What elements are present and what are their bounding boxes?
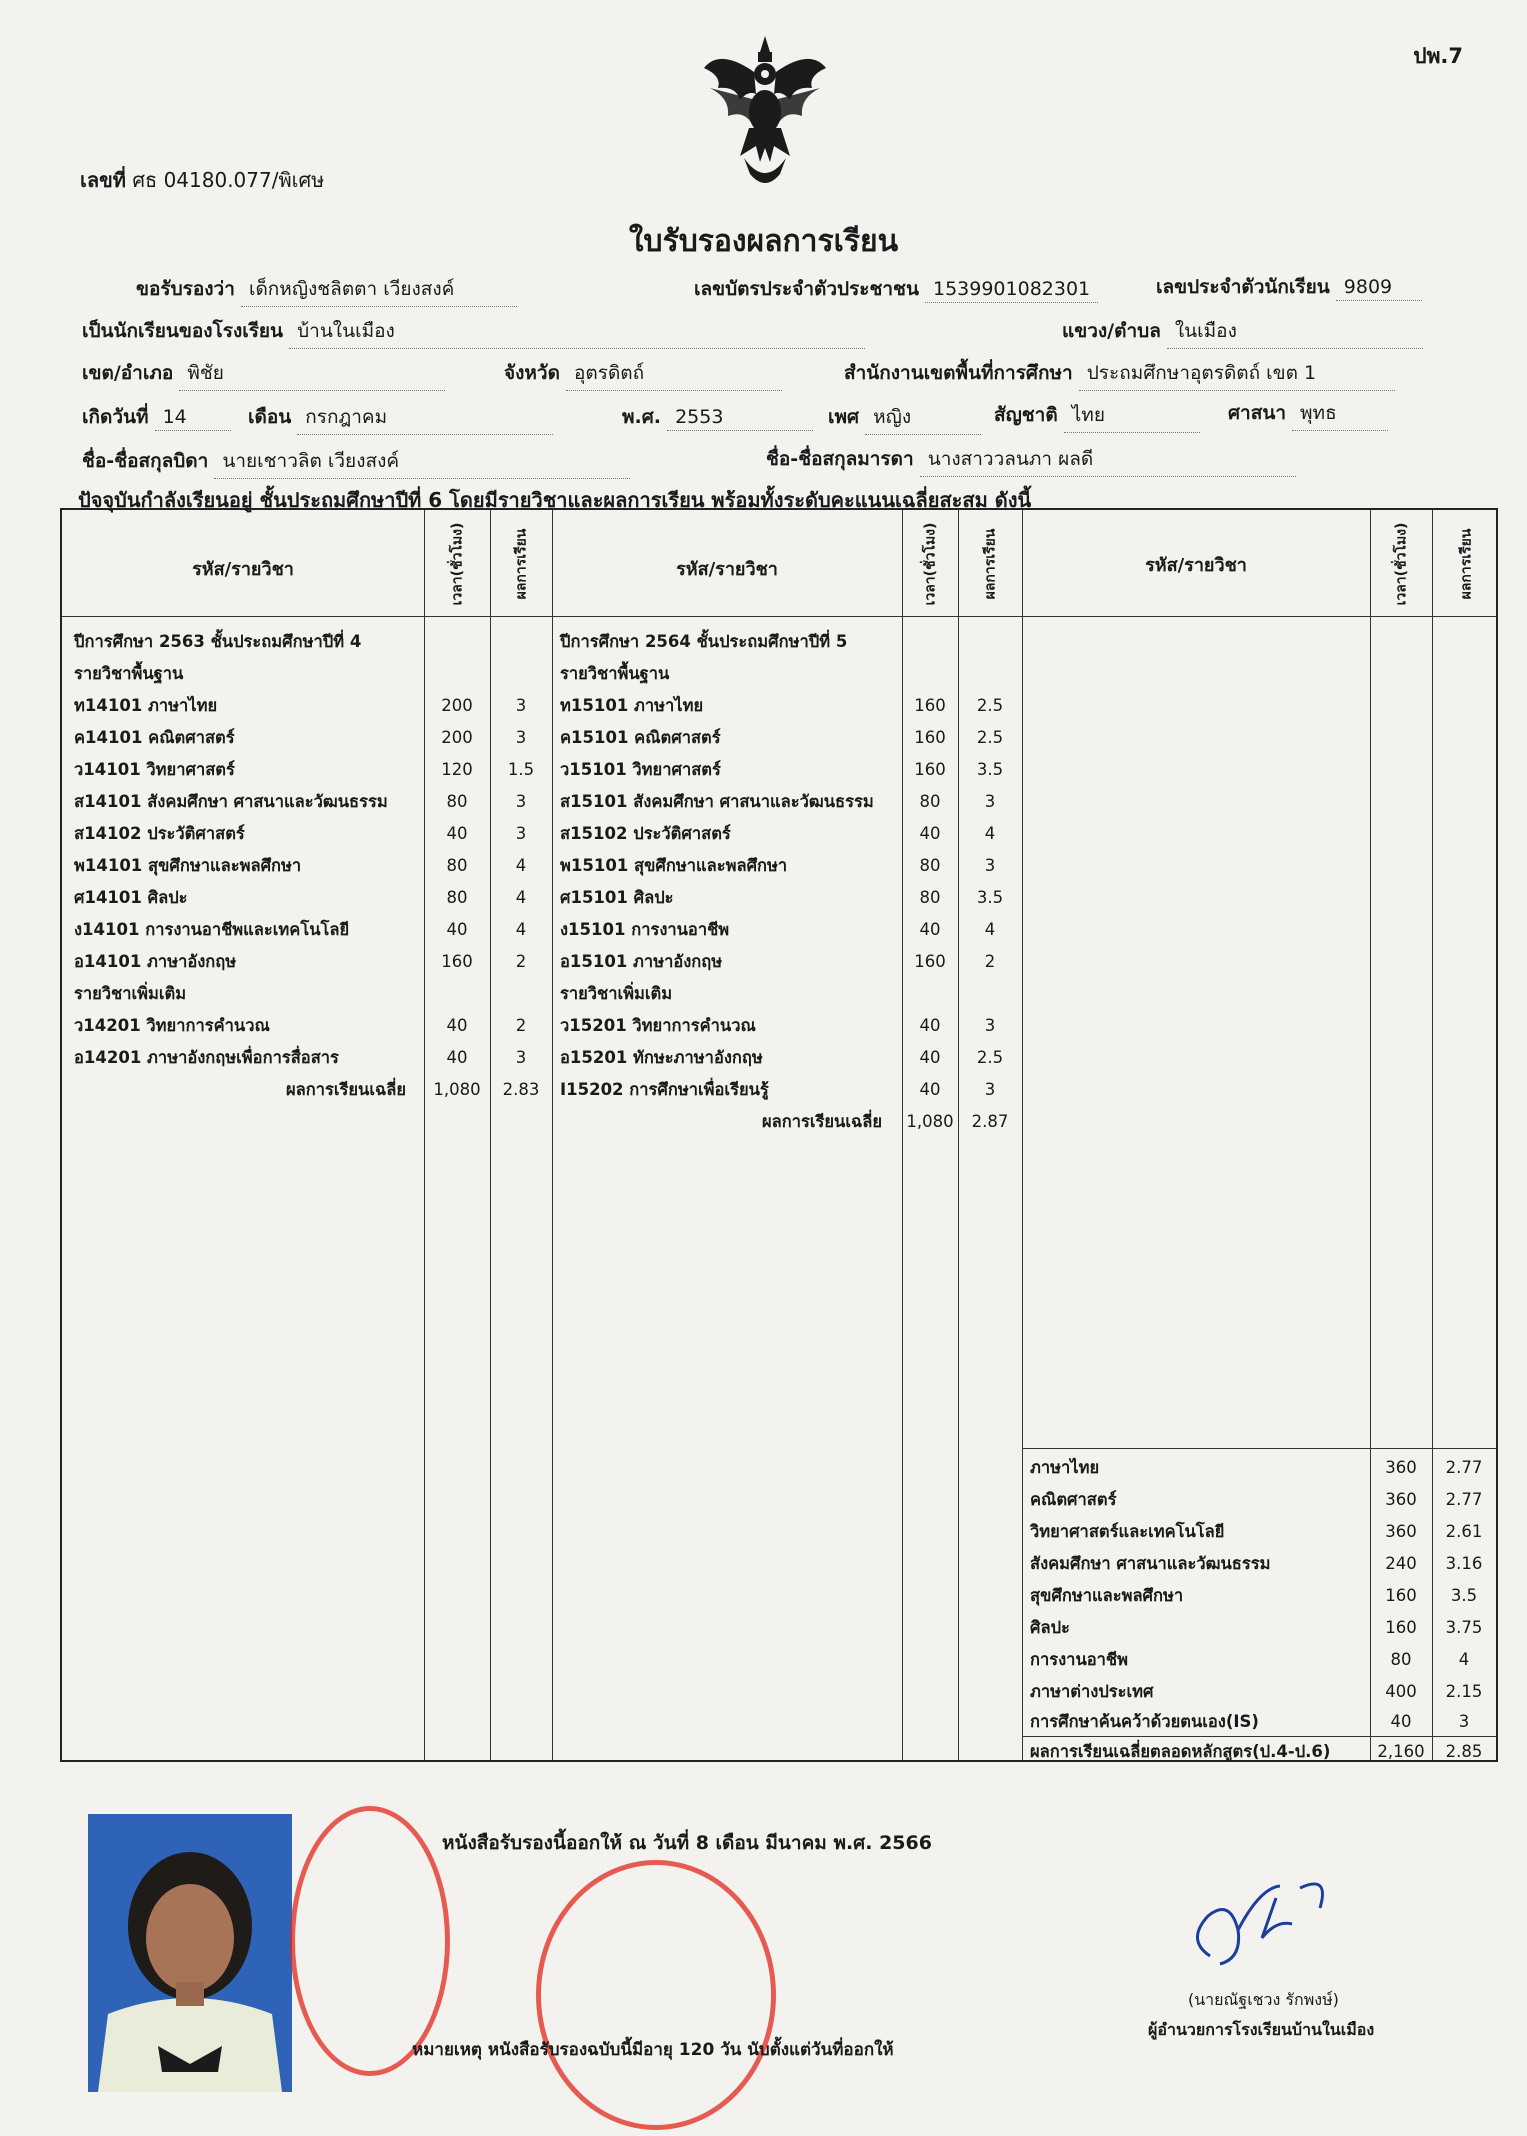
document-number (80, 164, 324, 196)
validity-note: หมายเหตุ หนังสือรับรองฉบับนี้มีอายุ 120 วัน นับตั้งแต่วันที่ออกให้ (412, 2040, 894, 2060)
overall-average-grade: 2.85 (1445, 1742, 1483, 1761)
hours-cell: 360 (1385, 1458, 1417, 1477)
mother-label: ชื่อ-ชื่อสกุลมารดา (766, 448, 914, 470)
table-row: ค15101 คณิตศาสตร์ (560, 728, 721, 747)
grade-cell: 3 (984, 1080, 996, 1099)
id-card-field (694, 274, 1098, 304)
year2-extra-label: รายวิชาเพิ่มเติม (560, 984, 673, 1003)
issue-date: หนังสือรับรองนี้ออกให้ ณ วันที่ 8 เดือน มีนาคม พ.ศ. 2566 (442, 1832, 932, 1854)
grade-cell: 1.5 (507, 760, 535, 779)
grade-cell: 2.77 (1445, 1490, 1483, 1509)
birth-month-field (248, 402, 553, 435)
header-hours-1: เวลา(ชั่วโมง) (449, 522, 465, 606)
area-office-label: สำนักงานเขตพื้นที่การศึกษา (844, 362, 1073, 384)
sex-label: เพศ (828, 406, 860, 428)
overall-average-hours: 2,160 (1377, 1742, 1425, 1761)
year2-basic-label: รายวิชาพื้นฐาน (560, 664, 670, 683)
transcript-table (60, 508, 1498, 1762)
table-row: ท15101 ภาษาไทย (560, 696, 704, 715)
table-row: พ14101 สุขศึกษาและพลศึกษา (74, 856, 302, 875)
header-subject-3: รหัส/รายวิชา (1145, 555, 1247, 576)
table-row: คณิตศาสตร์ (1030, 1490, 1117, 1509)
father-field (82, 446, 630, 479)
hours-cell: 40 (919, 920, 941, 939)
header-grade-2: ผลการเรียน (982, 528, 998, 600)
grade-cell: 3 (515, 824, 527, 843)
student-no-label: เลขประจำตัวนักเรียน (1156, 276, 1330, 298)
header-grade-3: ผลการเรียน (1458, 528, 1474, 600)
year2-title: ปีการศึกษา 2564 ชั้นประถมศึกษาปีที่ 5 (560, 632, 848, 651)
grade-cell: 3.16 (1445, 1554, 1483, 1573)
year1-basic-label: รายวิชาพื้นฐาน (74, 664, 184, 683)
director-title: ผู้อำนวยการโรงเรียนบ้านในเมือง (1148, 2020, 1375, 2039)
student-name: เด็กหญิงชลิตตา เวียงสงค์ (241, 274, 517, 307)
religion-field (1228, 398, 1388, 431)
table-row: ส14101 สังคมศึกษา ศาสนาและวัฒนธรรม (74, 792, 388, 811)
year1-average-label: ผลการเรียนเฉลี่ย (285, 1080, 406, 1099)
area-office-field (844, 358, 1395, 391)
table-row: ส15102 ประวัติศาสตร์ (560, 824, 731, 843)
table-row: ภาษาต่างประเทศ (1030, 1682, 1154, 1701)
table-row: ท14101 ภาษาไทย (74, 696, 218, 715)
hours-cell: 160 (1385, 1618, 1417, 1637)
grade-cell: 4 (515, 920, 527, 939)
province-field (504, 358, 782, 391)
mother-field (766, 444, 1296, 477)
grade-cell: 3 (515, 728, 527, 747)
table-row: อ15101 ภาษาอังกฤษ (560, 952, 723, 971)
district-name: พิชัย (179, 358, 445, 391)
grade-cell: 4 (515, 856, 527, 875)
grade-cell: 2 (515, 952, 527, 971)
hours-cell: 160 (914, 952, 946, 971)
district-label: เขต/อำเภอ (82, 362, 174, 384)
birth-day-field (82, 402, 231, 432)
table-row: I15202 การศึกษาเพื่อเรียนรู้ (560, 1080, 769, 1099)
birth-day-label: เกิดวันที่ (82, 406, 149, 428)
grade-cell: 3 (515, 696, 527, 715)
birth-day: 14 (155, 406, 231, 431)
nationality: ไทย (1064, 400, 1200, 433)
grade-cell: 2.5 (976, 1048, 1004, 1067)
hours-cell: 40 (446, 1048, 468, 1067)
religion-label: ศาสนา (1228, 402, 1286, 424)
document-title: ใบรับรองผลการเรียน (628, 224, 899, 259)
table-row: ว15201 วิทยาการคำนวณ (560, 1016, 756, 1035)
hours-cell: 80 (919, 792, 941, 811)
grade-cell: 2.77 (1445, 1458, 1483, 1477)
hours-cell: 40 (446, 1016, 468, 1035)
birth-month-label: เดือน (248, 406, 292, 428)
student-name-field (136, 274, 517, 307)
student-portrait-image (88, 1814, 292, 2092)
certify-label: ขอรับรองว่า (136, 278, 235, 300)
header-hours-2: เวลา(ชั่วโมง) (922, 522, 938, 606)
year1-title: ปีการศึกษา 2563 ชั้นประถมศึกษาปีที่ 4 (74, 632, 362, 651)
table-row: ว15101 วิทยาศาสตร์ (560, 760, 721, 779)
hours-cell: 160 (1385, 1586, 1417, 1605)
grade-cell: 3.5 (1450, 1586, 1478, 1605)
hours-cell: 200 (441, 696, 473, 715)
sex-field (828, 402, 981, 435)
province-label: จังหวัด (504, 362, 560, 384)
hours-cell: 200 (441, 728, 473, 747)
father-label: ชื่อ-ชื่อสกุลบิดา (82, 450, 209, 472)
document-number-value: ศธ 04180.077/พิเศษ (132, 168, 325, 192)
student-no-field (1156, 272, 1422, 302)
table-row: การศึกษาค้นคว้าด้วยตนเอง(IS) (1030, 1712, 1259, 1731)
header-hours-3: เวลา(ชั่วโมง) (1393, 522, 1409, 606)
overall-average-label: ผลการเรียนเฉลี่ยตลอดหลักสูตร(ป.4-ป.6) (1030, 1742, 1331, 1761)
hours-cell: 160 (441, 952, 473, 971)
header-grade-1: ผลการเรียน (513, 528, 529, 600)
table-row: สุขศึกษาและพลศึกษา (1030, 1586, 1184, 1605)
hours-cell: 240 (1385, 1554, 1417, 1573)
hours-cell: 40 (919, 1080, 941, 1099)
header-divider (62, 616, 1496, 617)
grade-cell: 4 (984, 824, 996, 843)
table-row: อ15201 ทักษะภาษาอังกฤษ (560, 1048, 763, 1067)
grade-cell: 3 (984, 1016, 996, 1035)
grade-cell: 4 (1458, 1650, 1470, 1669)
grade-cell: 4 (515, 888, 527, 907)
student-photo (88, 1814, 292, 2092)
summary-line: ปัจจุบันกำลังเรียนอยู่ ชั้นประถมศึกษาปีที่ 6 โดยมีรายวิชาและผลการเรียน พร้อมทั้งระดับคะแนนเฉลี่ยสะสม ดังนี้ (78, 488, 1032, 512)
director-name: (นายณัฐเชวง รักพงษ์) (1188, 1990, 1339, 2009)
document-number-label: เลขที่ (80, 168, 126, 192)
header-subject-2: รหัส/รายวิชา (676, 559, 778, 580)
column-divider (552, 510, 553, 1760)
sex: หญิง (865, 402, 981, 435)
table-row: ว14201 วิทยาการคำนวณ (74, 1016, 270, 1035)
year2-average-hours: 1,080 (906, 1112, 954, 1131)
school-label: เป็นนักเรียนของโรงเรียน (82, 320, 284, 342)
totals-divider (1022, 1448, 1496, 1449)
year1-average-hours: 1,080 (433, 1080, 481, 1099)
table-row: วิทยาศาสตร์และเทคโนโลยี (1030, 1522, 1225, 1541)
header-subject-1: รหัส/รายวิชา (192, 559, 294, 580)
hours-cell: 400 (1385, 1682, 1417, 1701)
hours-cell: 80 (919, 888, 941, 907)
table-row: ศ15101 ศิลปะ (560, 888, 674, 907)
grade-cell: 2.15 (1445, 1682, 1483, 1701)
birth-year: 2553 (667, 406, 813, 431)
birth-year-field (622, 402, 813, 432)
school-field (82, 316, 865, 349)
table-row: ศ14101 ศิลปะ (74, 888, 188, 907)
hours-cell: 160 (914, 696, 946, 715)
grade-cell: 3 (984, 792, 996, 811)
id-card-label: เลขบัตรประจำตัวประชาชน (694, 278, 919, 300)
hours-cell: 80 (919, 856, 941, 875)
director-signature (1180, 1868, 1350, 1978)
grade-cell: 3.5 (976, 888, 1004, 907)
hours-cell: 80 (446, 856, 468, 875)
table-row: อ14201 ภาษาอังกฤษเพื่อการสื่อสาร (74, 1048, 339, 1067)
table-row: การงานอาชีพ (1030, 1650, 1128, 1669)
religion: พุทธ (1292, 398, 1388, 431)
grade-cell: 2 (515, 1016, 527, 1035)
table-row: ส14102 ประวัติศาสตร์ (74, 824, 245, 843)
grade-cell: 2.5 (976, 728, 1004, 747)
hours-cell: 360 (1385, 1522, 1417, 1541)
father-name: นายเชาวลิต เวียงสงค์ (214, 446, 630, 479)
table-row: ง15101 การงานอาชีพ (560, 920, 730, 939)
table-row: ส15101 สังคมศึกษา ศาสนาและวัฒนธรรม (560, 792, 874, 811)
table-row: ว14101 วิทยาศาสตร์ (74, 760, 235, 779)
year1-average-grade: 2.83 (502, 1080, 540, 1099)
grade-cell: 4 (984, 920, 996, 939)
grade-cell: 3 (515, 792, 527, 811)
grade-cell: 2 (984, 952, 996, 971)
student-no: 9809 (1336, 276, 1422, 301)
subdistrict-label: แขวง/ตำบล (1062, 320, 1161, 342)
table-row: อ14101 ภาษาอังกฤษ (74, 952, 237, 971)
province-name: อุตรดิตถ์ (566, 358, 782, 391)
hours-cell: 120 (441, 760, 473, 779)
hours-cell: 160 (914, 760, 946, 779)
school-seal-center (536, 1860, 776, 2130)
hours-cell: 40 (446, 824, 468, 843)
hours-cell: 40 (919, 1048, 941, 1067)
hours-cell: 360 (1385, 1490, 1417, 1509)
grade-cell: 3 (1458, 1712, 1470, 1731)
hours-cell: 40 (919, 1016, 941, 1035)
grade-cell: 2.61 (1445, 1522, 1483, 1541)
year2-average-grade: 2.87 (971, 1112, 1009, 1131)
hours-cell: 40 (446, 920, 468, 939)
table-row: ค14101 คณิตศาสตร์ (74, 728, 235, 747)
garuda-emblem (700, 28, 830, 196)
table-row: ภาษาไทย (1030, 1458, 1100, 1477)
grade-cell: 3 (984, 856, 996, 875)
school-name: บ้านในเมือง (289, 316, 865, 349)
grade-cell: 2.5 (976, 696, 1004, 715)
overall-divider (1022, 1736, 1496, 1737)
table-row: ง14101 การงานอาชีพและเทคโนโลยี (74, 920, 350, 939)
nationality-field (994, 400, 1200, 433)
birth-month: กรกฎาคม (297, 402, 553, 435)
mother-name: นางสาววลนภา ผลดี (920, 444, 1296, 477)
nationality-label: สัญชาติ (994, 404, 1058, 426)
subdistrict-name: ในเมือง (1167, 316, 1423, 349)
hours-cell: 80 (1390, 1650, 1412, 1669)
birth-year-label: พ.ศ. (622, 406, 662, 428)
year1-extra-label: รายวิชาเพิ่มเติม (74, 984, 187, 1003)
table-row: ศิลปะ (1030, 1618, 1070, 1637)
grade-cell: 3 (515, 1048, 527, 1067)
grade-cell: 3.75 (1445, 1618, 1483, 1637)
district-field (82, 358, 445, 391)
grade-cell: 3.5 (976, 760, 1004, 779)
hours-cell: 40 (919, 824, 941, 843)
table-row: พ15101 สุขศึกษาและพลศึกษา (560, 856, 788, 875)
column-divider (1022, 510, 1023, 1760)
id-card-number: 1539901082301 (925, 278, 1098, 303)
hours-cell: 40 (1390, 1712, 1412, 1731)
hours-cell: 160 (914, 728, 946, 747)
area-office-name: ประถมศึกษาอุตรดิตถ์ เขต 1 (1079, 358, 1395, 391)
hours-cell: 80 (446, 888, 468, 907)
hours-cell: 80 (446, 792, 468, 811)
year2-average-label: ผลการเรียนเฉลี่ย (761, 1112, 882, 1131)
form-code: ปพ.7 (1413, 44, 1463, 68)
table-row: สังคมศึกษา ศาสนาและวัฒนธรรม (1030, 1554, 1271, 1573)
subdistrict-field (1062, 316, 1423, 349)
